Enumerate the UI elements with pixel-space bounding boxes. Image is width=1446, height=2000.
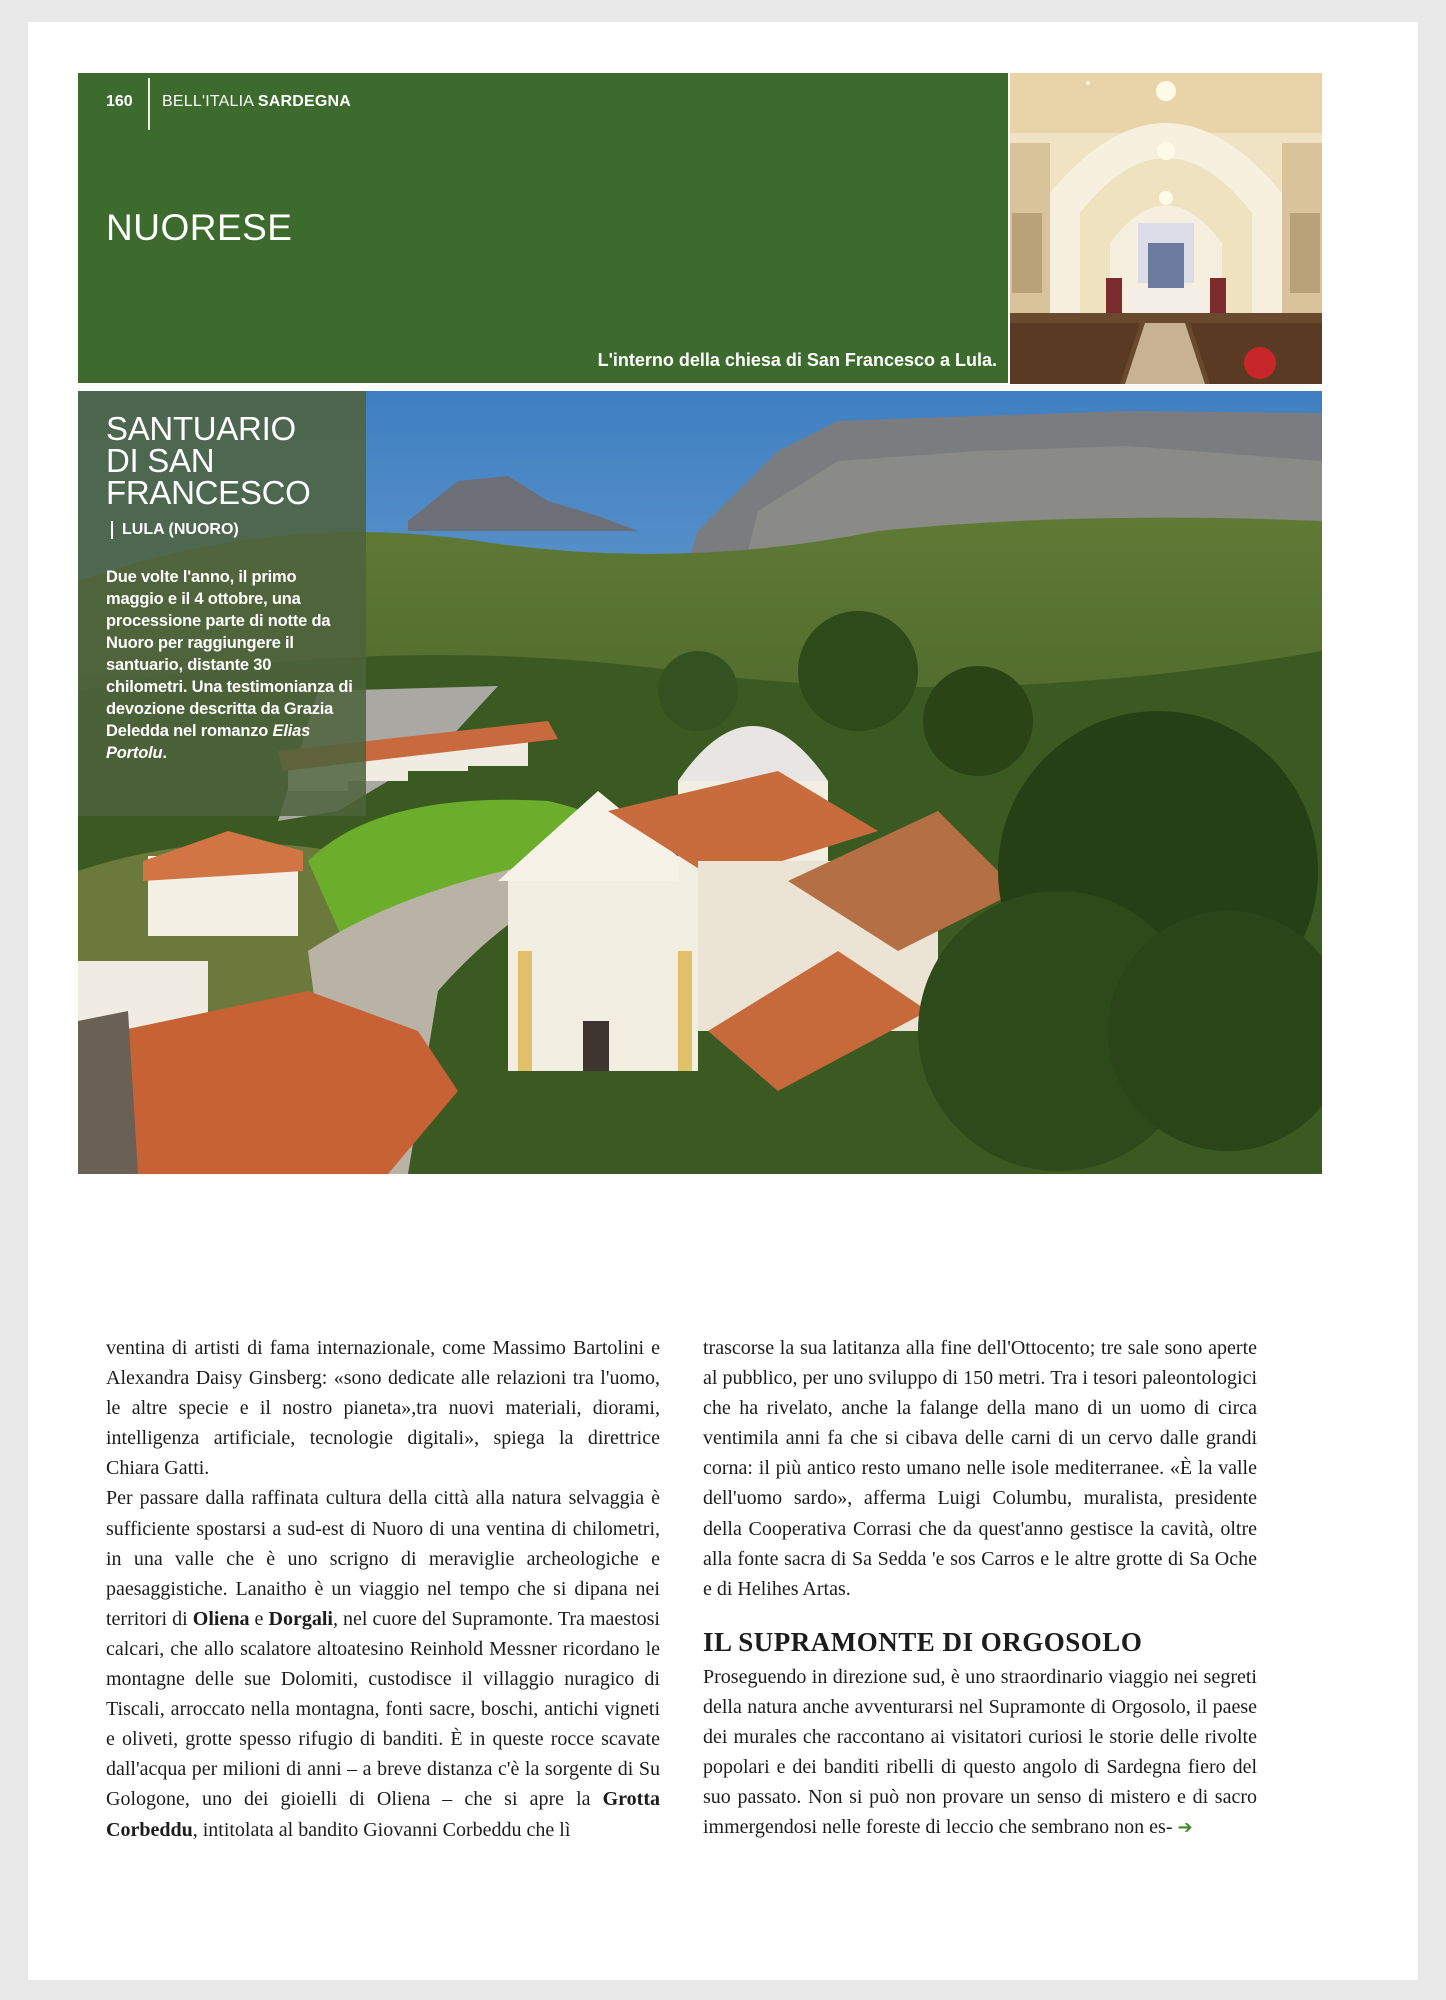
santuario-location: LULA (NUORO) xyxy=(111,521,239,539)
left-paragraph-1: ventina di artisti di fama internazionale, come Massimo Bartolini e Alexandra Daisy Ginsberg: «sono dedicate alle relazioni tra l'uomo, le altre specie e il nostro pianeta»,tra nuovi materiali, diorami, intelligenza artificiale, tecnologie digitali», spiega la direttrice Chiara Gatti. xyxy=(106,1337,660,1480)
left-paragraph-2 xyxy=(106,1483,660,1844)
magazine-name: BELL'ITALIA xyxy=(162,93,254,110)
santuario-title-line2: DI SAN xyxy=(106,442,215,479)
subheading-supramonte: IL SUPRAMONTE DI ORGOSOLO xyxy=(703,1626,1143,1657)
santuario-description xyxy=(106,566,354,764)
right-paragraph-2 xyxy=(703,1662,1257,1844)
left-p2-text-e: , intitolata al bandito Giovanni Corbeddu che lì xyxy=(192,1818,571,1841)
place-oliena: Oliena xyxy=(192,1607,250,1630)
region-name: SARDEGNA xyxy=(257,93,352,110)
right-paragraph-1: trascorse la sua latitanza alla fine dell'Ottocento; tre sale sono aperte al pubblico, per uno sviluppo di 150 metri. Tra i tesori paleontologici che ha rivelato, anche la falange della mano di un uomo di circa ventimila anni fa che si cibava delle carni di un cervo dalle grandi corna: il più antico resto umano nelle isole mediterranee. «È la valle dell'uomo sardo», afferma Luigi Columbu, muralista, presidente della Cooperativa Corrasi che da quest'anno gestisce la cavità, oltre alla fonte sacra di Sa Sedda 'e sos Carros e le altre grotte di Sa Oche e di Helihes Artas. xyxy=(703,1337,1257,1600)
section-title: NUORESE xyxy=(106,207,293,248)
header-divider xyxy=(148,78,150,130)
body-column-right xyxy=(703,1333,1257,1843)
santuario-text-after: . xyxy=(162,744,167,762)
page-number: 160 xyxy=(106,93,133,110)
body-column-left xyxy=(106,1333,660,1845)
santuario-title-line3: FRANCESCO xyxy=(106,474,311,511)
church-photo-caption: L'interno della chiesa di San Francesco a Lula. xyxy=(597,350,997,370)
left-p2-text-d: , nel cuore del Supramonte. Tra maestosi calcari, che allo scalatore altoatesino Reinhold Messner ricordano le montagne delle sue Dolomiti, custodisce il villaggio nuragico di Tiscali, arroccato nella montagna, fonti sacre, boschi, antichi vigneti e oliveti, grotte spesso rifugio di banditi. È in queste rocce scavate dall'acqua per milioni di anni – a breve distanza c'è la sorgente di Su Gologone, uno dei gioielli di Oliena – che si apre la xyxy=(106,1607,660,1811)
church-interior-photo xyxy=(1010,73,1322,384)
santuario-text-before: Due volte l'anno, il primo maggio e il 4 ottobre, una processione parte di notte da Nuoro per raggiungere il santuario, distante 30 chilometri. Una testimonianza di devozione descritta da Grazia Deledda nel romanzo xyxy=(106,568,353,740)
place-grotta-corbeddu: Grotta Corbeddu xyxy=(106,1788,660,1841)
right-p2-text: Proseguendo in direzione sud, è uno straordinario viaggio nei segreti della natura anche avventurarsi nel Supramonte di Orgosolo, il paese dei murales che raccontano ai visitatori curiosi le storie delle rivolte popolari e dei banditi ribelli di questo angolo di Sardegna fiero del suo passato. Non si può non provare un senso di mistero e di sacro immergendosi nelle foreste di leccio che sembrano non es- xyxy=(703,1665,1257,1839)
place-dorgali: Dorgali xyxy=(268,1607,333,1630)
left-p2-text-c: e xyxy=(249,1607,269,1630)
continue-arrow-icon: ➔ xyxy=(1177,1817,1193,1839)
left-p2-text-a: Per passare dalla raffinata cultura della città alla natura selvaggia è sufficiente spostarsi a sud-est di Nuoro di una ventina di chilometri, in una valle che è uno scrigno di meraviglie archeologiche e paesaggistiche. Lanaithо è un viaggio nel tempo che si dipana nei territori di xyxy=(106,1487,660,1630)
santuario-title xyxy=(106,410,366,511)
santuario-title-line1: SANTUARIO xyxy=(106,410,296,447)
magazine-line xyxy=(162,93,351,111)
santuario-novel-title: Elias Portolu xyxy=(106,722,311,762)
